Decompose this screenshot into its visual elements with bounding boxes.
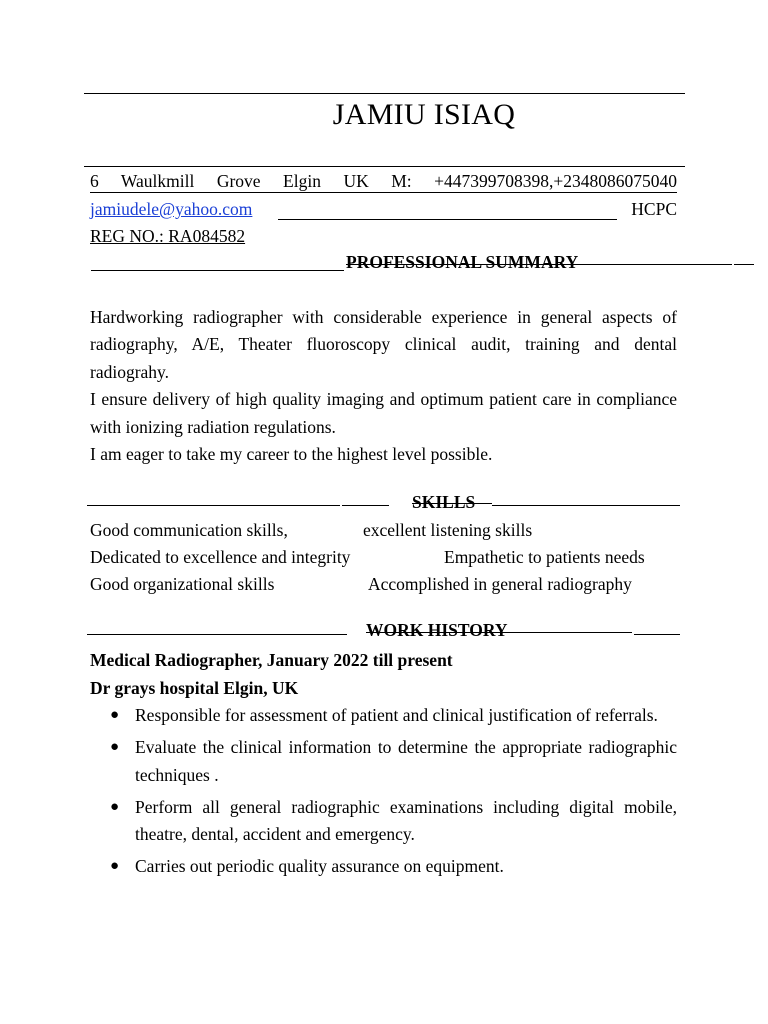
- work-history-heading: WORK HISTORY: [366, 620, 508, 640]
- contact-rule: [90, 192, 677, 193]
- duty-text: Perform all general radiographic examinations including digital mobile, theatre, dental, accident and emergency.: [135, 796, 677, 844]
- summary-body: [90, 304, 677, 468]
- skills-rule-left: [87, 505, 340, 506]
- skill-left: Good communication skills,: [90, 520, 288, 540]
- skill-right: excellent listening skills: [363, 520, 533, 540]
- job-title: Medical Radiographer, January 2022 till present: [90, 650, 453, 670]
- skills-rule-right: [492, 505, 680, 506]
- work-rule-right-end: [634, 634, 680, 635]
- job-duties-list: [96, 702, 677, 885]
- summary-paragraph: I ensure delivery of high quality imaging and optimum patient care in compliance with ionizing radiation regulations.: [90, 389, 677, 437]
- skill-right: Accomplished in general radiography: [368, 574, 632, 594]
- list-item: [96, 794, 677, 849]
- skill-right: Empathetic to patients needs: [444, 547, 645, 567]
- summary-paragraph: I am eager to take my career to the highest level possible.: [90, 444, 493, 465]
- summary-rule-right: [614, 264, 732, 265]
- summary-heading: PROFESSIONAL SUMMARY: [346, 252, 579, 272]
- candidate-name: JAMIU ISIAQ: [332, 98, 516, 131]
- bullet-icon: ●: [110, 798, 120, 815]
- contact-line: [90, 170, 677, 192]
- skills-heading: SKILLS: [412, 492, 476, 512]
- bullet-icon: ●: [110, 858, 120, 874]
- phone-numbers: M: +447399708398,+2348086075040: [391, 171, 677, 191]
- summary-rule-strike: [346, 264, 614, 265]
- top-rule: [84, 93, 685, 94]
- skill-left: Dedicated to excellence and integrity: [90, 547, 351, 567]
- reg-number: REG NO.: RA084582: [90, 226, 246, 246]
- duty-text: Responsible for assessment of patient and clinical justification of referrals.: [135, 705, 658, 725]
- address: 6 Waulkmill Grove Elgin UK: [90, 171, 369, 191]
- bullet-icon: ●: [110, 739, 120, 755]
- email-fill-rule: [278, 219, 617, 220]
- email-line: [90, 198, 677, 220]
- job-employer: Dr grays hospital Elgin, UK: [90, 678, 299, 698]
- list-item: [96, 734, 677, 789]
- summary-rule-left: [91, 270, 344, 271]
- skills-rule-left-2: [342, 505, 389, 506]
- duty-text: Carries out periodic quality assurance on equipment.: [135, 856, 504, 876]
- name-rule: [84, 166, 685, 167]
- email-link[interactable]: jamiudele@yahoo.com: [90, 199, 253, 219]
- work-rule-right: [528, 632, 632, 633]
- list-item: [96, 702, 677, 730]
- skills-rule-strike: [412, 503, 492, 504]
- skill-left: Good organizational skills: [90, 574, 275, 594]
- hcpc-label: HCPC: [631, 199, 677, 219]
- bullet-icon: ●: [110, 707, 120, 723]
- summary-rule-right-end: [734, 264, 754, 265]
- summary-paragraph: Hardworking radiographer with considerable experience in general aspects of radiography, A/E, Theater fluoroscopy clinical audit, training and dental radiograhy.: [90, 307, 677, 382]
- list-item: [96, 853, 677, 881]
- work-rule-strike: [366, 632, 528, 633]
- work-rule-left: [87, 634, 347, 635]
- duty-text: Evaluate the clinical information to determine the appropriate radiographic techniques .: [135, 737, 677, 785]
